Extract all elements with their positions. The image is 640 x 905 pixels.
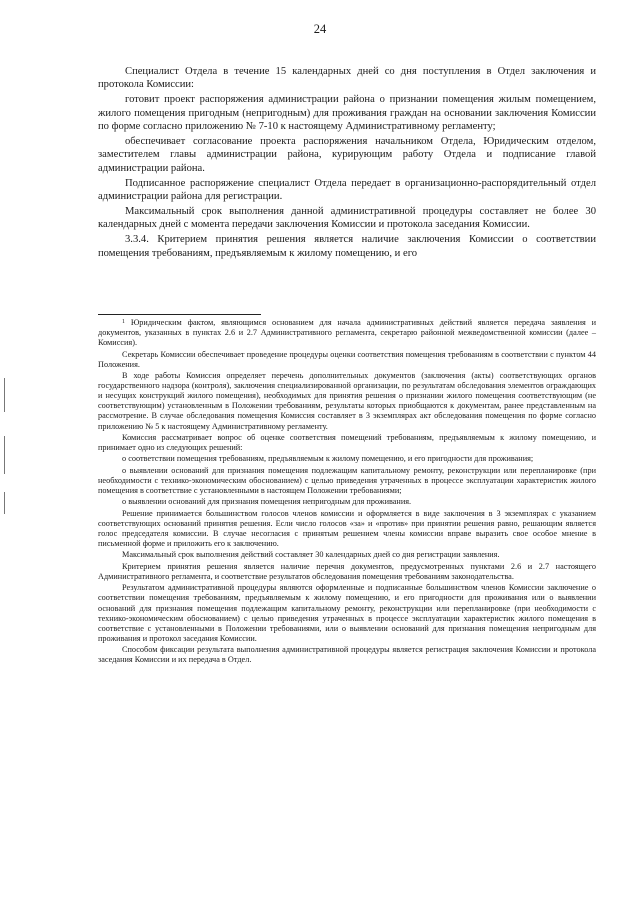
body-paragraph: Максимальный срок выполнения данной административной процедуры составляет не более 30 календарных дней с момента передачи заключения Комиссии и протокола заседания Комиссии. [98, 206, 596, 231]
footnote-paragraph: Критерием принятия решения является наличие перечня документов, предусмотренных пунктами 2.6 и 2.7 настоящего Административного регламента, и соответствие результатов обследования помещения требованиям законодательства. [98, 561, 596, 581]
scan-mark [4, 492, 5, 514]
footnote-marker: 1 [122, 319, 125, 325]
scan-mark [4, 378, 5, 412]
footnote-paragraph: В ходе работы Комиссия определяет перечень дополнительных документов (заключения (акты) соответствующих органов государственного надзора (контроля), заключения специализированной организации, по результатам обследования элементов ограждающих и несущих конструкций жилого помещения), необходимых для принятия решения о признании жилого помещения соответствующим (не соответствующим) установленным в Положении требованиям, результаты которых приобщаются к документам, ранее представленным на рассмотрение. В случае обследования помещения Комиссия составляет в 3 экземплярах акт обследования помещения по форме согласно приложению № 5 к настоящему Административному регламенту. [98, 371, 596, 431]
footnote-paragraph: Способом фиксации результата выполнения административной процедуры является регистрация заключения Комиссии и протокола заседания Комиссии и их передача в Отдел. [98, 645, 596, 665]
body-paragraph: Специалист Отдела в течение 15 календарных дней со дня поступления в Отдел заключения и протокола Комиссии: [98, 66, 596, 91]
footnote-separator [98, 314, 261, 315]
footnote-paragraph: Решение принимается большинством голосов членов комиссии и оформляется в виде заключения в 3 экземплярах с указанием соответствующих оснований принятия решения. Если число голосов «за» и «против» при принятии решения равно, решающим является голос председателя комиссии. В случае несогласия с принятым решением члены комиссии вправе выразить свое особое мнение в письменной форме и приложить его к заключению. [98, 508, 596, 549]
footnote-paragraph: о выявлении оснований для признания помещения подлежащим капитальному ремонту, реконструкции или перепланировке (при необходимости с технико-экономическим обоснованием) с целью приведения утраченных в процессе эксплуатации характеристик жилого помещения в соответствие с установленными в настоящем Положении требованиями; [98, 465, 596, 495]
page-number: 24 [313, 22, 327, 36]
main-text [98, 65, 596, 262]
footnote-paragraph [98, 318, 596, 348]
body-paragraph: Подписанное распоряжение специалист Отдела передает в организационно-распорядительный отдел администрации района для регистрации. [98, 177, 596, 203]
footnote-paragraph: о соответствии помещения требованиям, предъявляемым к жилому помещению, и его пригодности для проживания; [122, 454, 534, 464]
body-paragraph: готовит проект распоряжения администрации района о признании помещения жилым помещением, жилого помещения пригодным (непригодным) для проживания граждан на основании заключения Комиссии по форме согласно приложению № 7-10 к настоящему Административному регламенту; [98, 94, 596, 133]
footnote-paragraph: Комиссия рассматривает вопрос об оценке соответствия помещений требованиям, предъявляемым к жилому помещению, и принимает одно из следующих решений: [98, 432, 596, 453]
footnote-paragraph: Максимальный срок выполнения действий составляет 30 календарных дней со дня регистрации заявления. [122, 550, 500, 560]
body-paragraph: обеспечивает согласование проекта распоряжения начальником Отдела, Юридическим отделом, заместителем главы администрации района, курирующим работу Отдела и подписание главой администрации района. [98, 136, 596, 174]
footnote [98, 318, 596, 667]
footnote-paragraph: Секретарь Комиссии обеспечивает проведение процедуры оценки соответствия помещения требованиям в соответствии с пунктом 44 Положения. [98, 349, 596, 369]
scan-mark [4, 436, 5, 474]
footnote-paragraph: Результатом административной процедуры являются оформленные и подписанные большинством членов Комиссии заключение о соответствии помещения требованиям, предъявляемым к жилому помещению, и его пригодности для проживания или о выявлении оснований для признания помещения подлежащим капитальному ремонту, реконструкции или перепланировке (при необходимости с технико-экономическим обоснованием) с целью приведения утраченных в процессе эксплуатации характеристик жилого помещения в соответствие с установленными в Положении требованиями, или о выявлении оснований для признания помещения непригодным для проживания и протокол заседания Комиссии. [98, 583, 596, 643]
body-paragraph: 3.3.4. Критерием принятия решения является наличие заключения Комиссии о соответствии помещения требованиям, предъявляемым к жилому помещению, и его [98, 234, 596, 259]
footnote-text: Юридическим фактом, являющимся основанием для начала административных действий является передача заявления и документов, указанных в пунктах 2.6 и 2.7 Административного регламента, секретарю районной межведомственной комиссии (далее – Комиссия). [98, 318, 597, 348]
footnote-paragraph: о выявлении оснований для признания помещения непригодным для проживания. [122, 497, 412, 507]
